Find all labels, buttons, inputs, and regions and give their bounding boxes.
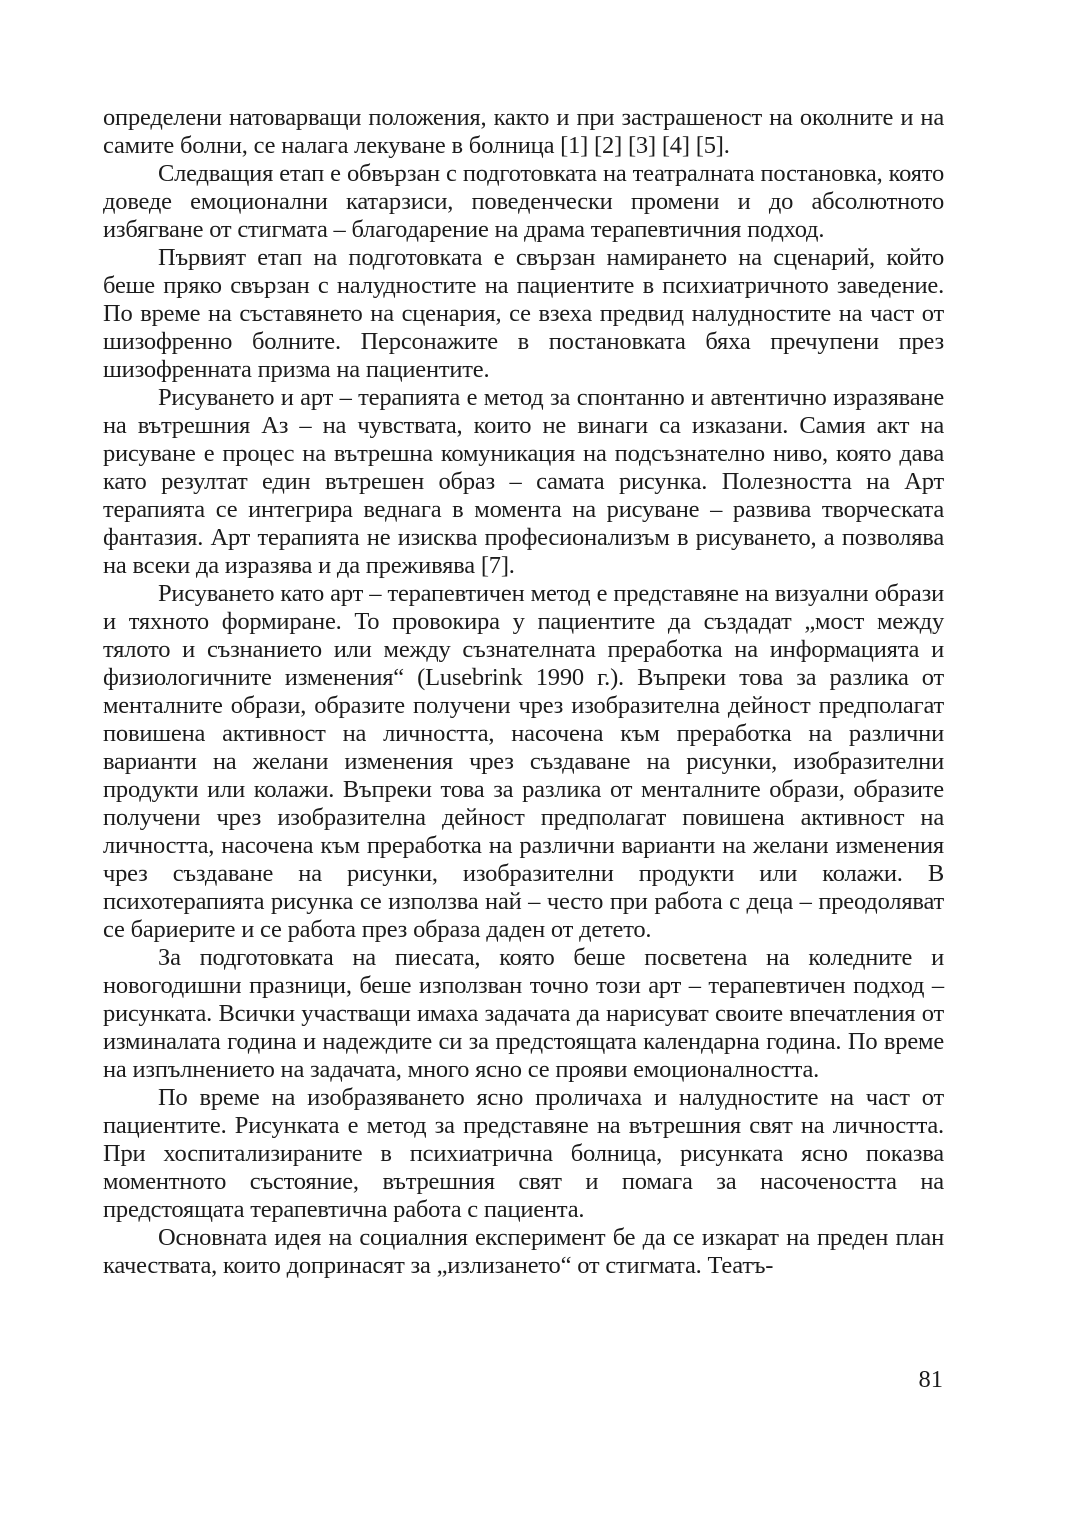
paragraph: За подготовката на пиесата, която беше посветена на коледните и новогодишни празници, беше използван точно този арт – терапевтичен подход – рисунката. Всички участващи имаха задачата да нарисуват своите впечатления от изминалата година и надеждите си за предстоящата календарна година. По време на изпълнението на задачата, много ясно се прояви емоционалността. bbox=[103, 944, 944, 1083]
page-text-block bbox=[103, 104, 944, 1280]
paragraph: По време на изобразяването ясно проличаха и налудностите на част от пациентите. Рисунката е метод за представяне на вътрешния свят на личността. При хоспитализираните в психиатрична болница, рисунката ясно показва моментното състояние, вътрешния свят и помага за насочеността на предстоящата терапевтична работа с пациента. bbox=[103, 1084, 944, 1223]
paragraph: Първият етап на подготовката е свързан намирането на сценарий, който беше пряко свързан с налудностите на пациентите в психиатричното заведение. По време на съставянето на сценария, се взеха предвид налудностите на част от шизофренно болните. Персонажите в постановката бяха пречупени през шизофренната призма на пациентите. bbox=[103, 244, 944, 383]
paragraph: Рисуването като арт – терапевтичен метод е представяне на визуални образи и тяхното формиране. То провокира у пациентите да създадат „мост между тялото и съзнанието или между съзнателната преработка на информацията и физиологичните изменения“ (Lusebrink 1990 г.). Въпреки това за разлика от менталните образи, образите получени чрез изобразителна дейност предполагат повишена активност на личността, насочена към преработка на различни варианти на желани изменения чрез създаване на рисунки, изобразителни продукти или колажи. Въпреки това за разлика от менталните образи, образите получени чрез изобразителна дейност предполагат повишена активност на личността, насочена към преработка на различни варианти на желани изменения чрез създаване на рисунки, изобразителни продукти или колажи. В психотерапията рисунка се използва най – често при работа с деца – преодоляват се бариерите и се работа през образа даден от детето. bbox=[103, 580, 944, 943]
paragraph: Следващия етап е обвързан с подготовката на театралната постановка, която доведе емоционални катарзиси, поведенчески промени и до абсолютното избягване от стигмата – благодарение на драма терапевтичния подход. bbox=[103, 160, 944, 243]
paragraph: Рисуването и арт – терапията е метод за спонтанно и автентично изразяване на вътрешния Аз – на чувствата, които не винаги са изказани. Самия акт на рисуване е процес на вътрешна комуникация на подсъзнателно ниво, която дава като резултат един вътрешен образ – самата рисунка. Полезността на Арт терапията се интегрира веднага в момента на рисуване – развива творческата фантазия. Арт терапията не изисква професионализъм в рисуването, а позволява на всеки да изразява и да преживява [7]. bbox=[103, 384, 944, 579]
paragraph: Основната идея на социалния експеримент бе да се изкарат на преден план качествата, които допринасят за „излизането“ от стигмата. Театъ- bbox=[103, 1224, 944, 1279]
page-number: 81 bbox=[918, 1366, 943, 1393]
paragraph: определени натоварващи положения, както и при застрашеност на околните и на самите болни, се налага лекуване в болница [1] [2] [3] [4] [5]. bbox=[103, 104, 944, 159]
